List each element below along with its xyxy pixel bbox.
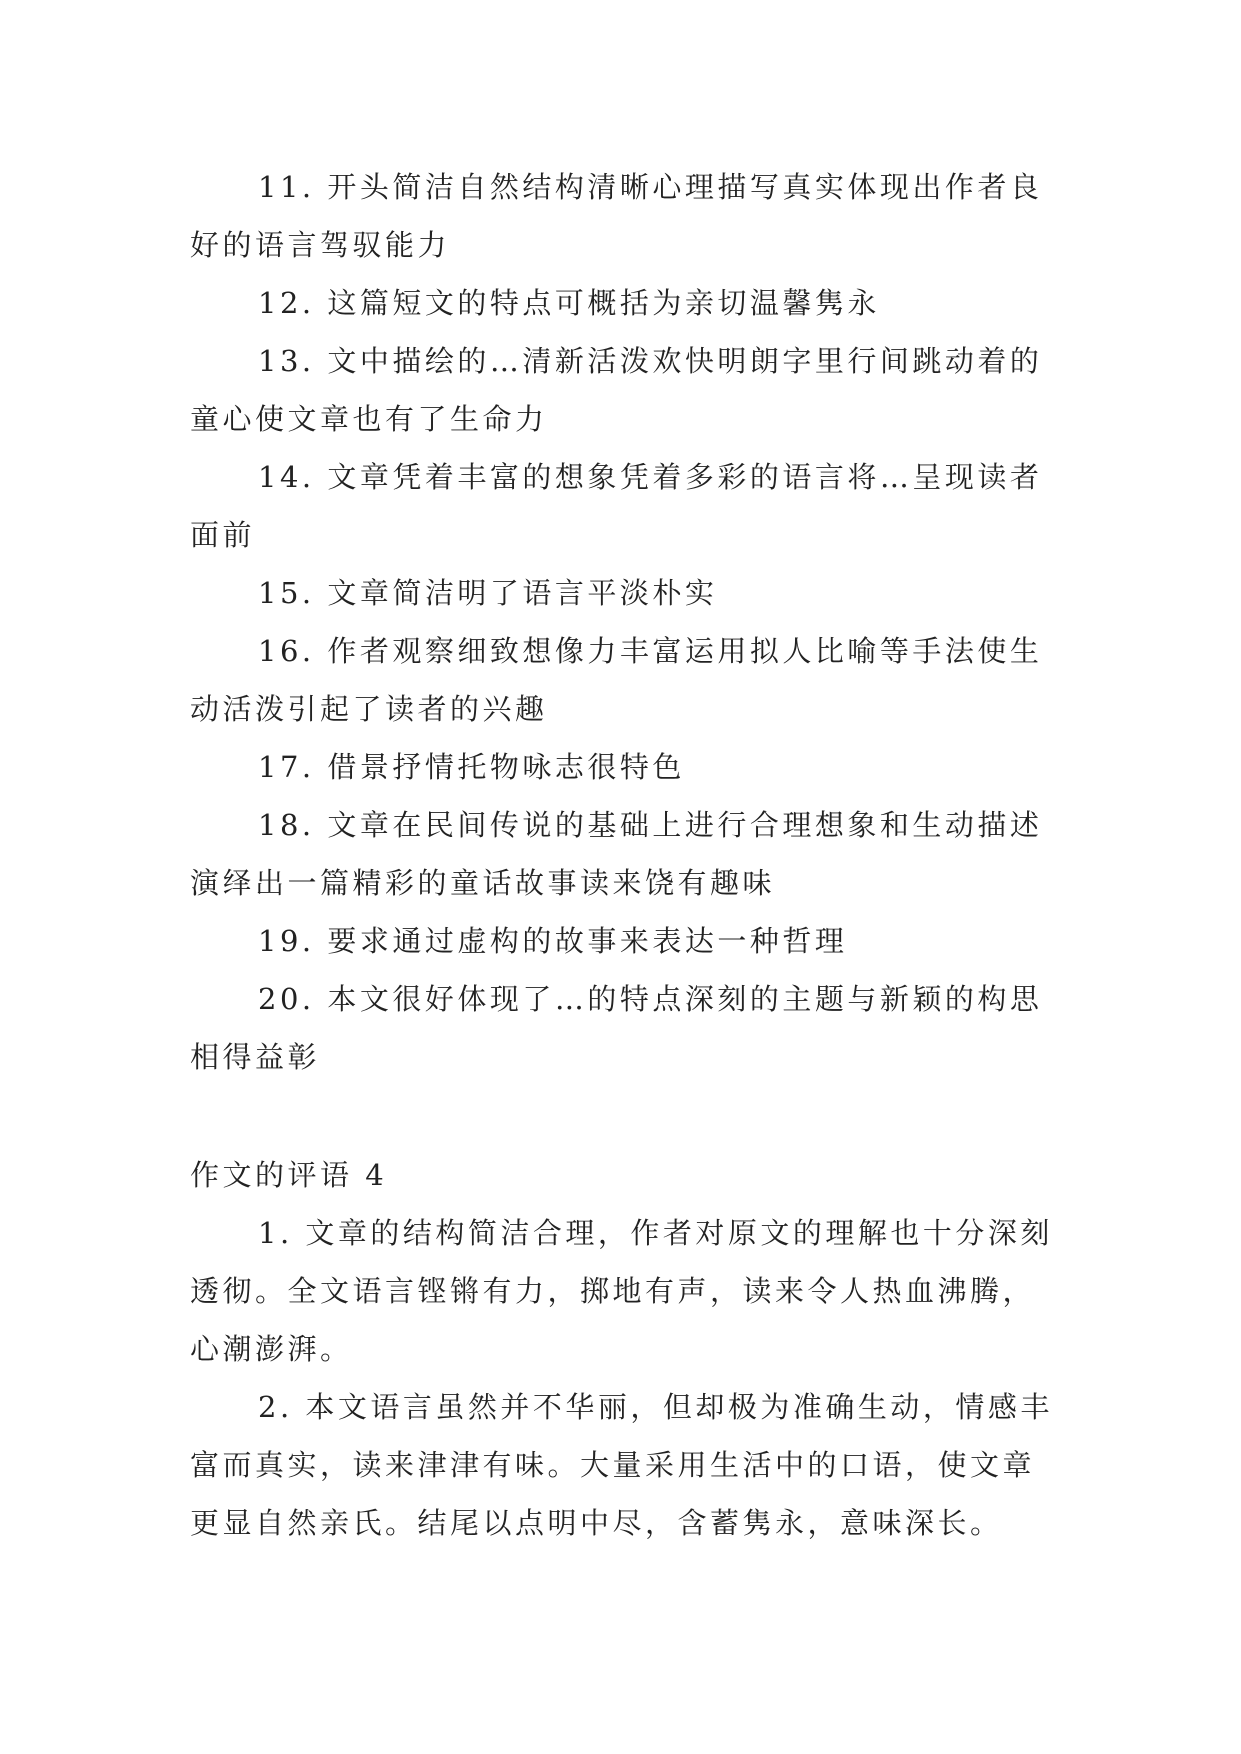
comment-item-17: 17. 借景抒情托物咏志很特色 — [258, 750, 685, 784]
comment-item-14: 14. 文章凭着丰富的想象凭着多彩的语言将…呈现读者面前 — [190, 460, 1043, 552]
comment-item-13: 13. 文中描绘的…清新活泼欢快明朗字里行间跳动着的童心使文章也有了生命力 — [190, 344, 1043, 436]
comment-item-11: 11. 开头简洁自然结构清晰心理描写真实体现出作者良好的语言驾驭能力 — [190, 170, 1043, 262]
comment-item-19: 19. 要求通过虚构的故事来表达一种哲理 — [258, 924, 848, 958]
comment-item-12: 12. 这篇短文的特点可概括为亲切温馨隽永 — [258, 286, 880, 320]
comment-item-1: 1. 文章的结构简洁合理，作者对原文的理解也十分深刻透彻。全文语言铿锵有力，掷地有声，读来令人热血沸腾，心潮澎湃。 — [190, 1216, 1053, 1366]
comment-item-2: 2. 本文语言虽然并不华丽，但却极为准确生动，情感丰富而真实，读来津津有味。大量采用生活中的口语，使文章更显自然亲氏。结尾以点明中尽，含蓄隽永，意味深长。 — [190, 1390, 1053, 1540]
document-body — [190, 158, 1060, 1552]
comment-item-18: 18. 文章在民间传说的基础上进行合理想象和生动描述演绎出一篇精彩的童话故事读来饶有趣味 — [190, 808, 1043, 900]
comment-item-15: 15. 文章简洁明了语言平淡朴实 — [258, 576, 718, 610]
section-heading: 作文的评语 4 — [190, 1158, 388, 1192]
comment-item-16: 16. 作者观察细致想像力丰富运用拟人比喻等手法使生动活泼引起了读者的兴趣 — [190, 634, 1043, 726]
comment-item-20: 20. 本文很好体现了…的特点深刻的主题与新颖的构思相得益彰 — [190, 982, 1043, 1074]
